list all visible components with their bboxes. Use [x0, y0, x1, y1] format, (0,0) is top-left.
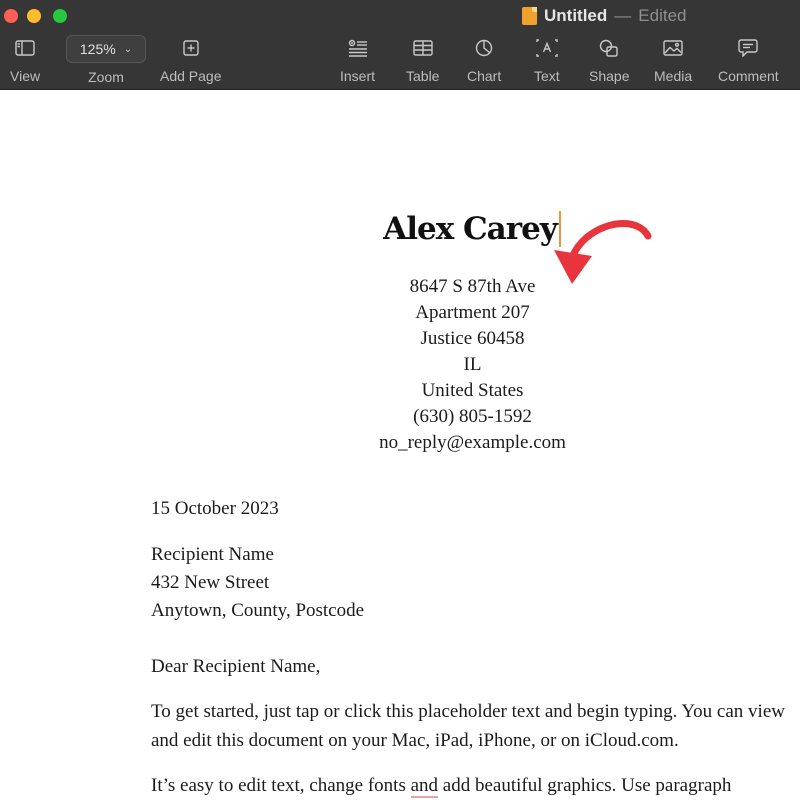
body-paragraph-2[interactable] [151, 771, 791, 800]
recipient-line: Recipient Name [151, 544, 274, 565]
recipient-line: Anytown, County, Postcode [151, 600, 365, 621]
pie-chart-icon [475, 36, 493, 60]
salutation[interactable]: Dear Recipient Name, [151, 656, 321, 677]
shape-label: Shape [589, 68, 630, 84]
paragraph-2-text-start: It’s easy to edit text, change fonts [151, 775, 411, 796]
text-label: Text [534, 68, 560, 84]
recipient-line: 432 New Street [151, 572, 270, 593]
document-title[interactable]: Untitled [544, 6, 608, 25]
zoom-label: Zoom [88, 69, 124, 85]
photo-icon [663, 36, 683, 60]
chevron-down-icon: ⌄ [123, 43, 133, 55]
text-box-icon [536, 36, 558, 60]
window-toolbar [0, 0, 800, 90]
close-window-button[interactable] [4, 9, 18, 23]
shape-icon [599, 36, 619, 60]
media-button[interactable] [654, 36, 692, 84]
insert-button[interactable] [340, 36, 375, 84]
media-label: Media [654, 68, 693, 84]
address-line: IL [463, 354, 482, 375]
shape-button[interactable] [589, 36, 629, 84]
minimize-window-button[interactable] [27, 9, 41, 23]
sender-name-text: Alex Carey [383, 211, 557, 247]
address-line: United States [421, 380, 524, 401]
letterhead-name-line [0, 211, 800, 247]
view-button[interactable] [10, 36, 40, 84]
table-label: Table [406, 68, 440, 84]
text-cursor [559, 211, 561, 247]
comment-label: Comment [718, 68, 779, 84]
add-page-button[interactable] [160, 36, 222, 84]
edited-status: Edited [638, 6, 687, 25]
zoom-window-button[interactable] [53, 9, 67, 23]
text-button[interactable] [534, 36, 560, 84]
zoom-control[interactable] [66, 35, 146, 85]
insert-label: Insert [340, 68, 376, 84]
paragraph-2-text-end: add beautiful graphics. Use paragraph [438, 775, 732, 796]
comment-button[interactable] [718, 36, 779, 84]
window-title-area [522, 6, 686, 26]
spelling-flagged-word[interactable]: and [410, 775, 439, 796]
zoom-select[interactable] [66, 35, 146, 63]
table-icon [413, 36, 433, 60]
add-page-label: Add Page [160, 68, 222, 84]
chart-button[interactable] [467, 36, 501, 84]
sender-name[interactable] [383, 211, 561, 247]
title-separator: — [614, 6, 632, 25]
chart-label: Chart [467, 68, 502, 84]
table-button[interactable] [406, 36, 439, 84]
document-page[interactable] [0, 91, 800, 800]
recipient-address-block[interactable] [151, 541, 791, 625]
zoom-value: 125% [79, 41, 116, 57]
phone-number: (630) 805-1592 [413, 406, 532, 427]
address-line: Apartment 207 [415, 302, 530, 323]
comment-icon [738, 36, 758, 60]
address-line: Justice 60458 [420, 328, 525, 349]
sidebar-icon [15, 36, 35, 60]
add-page-icon [183, 36, 199, 60]
pages-document-icon [522, 7, 537, 25]
view-label: View [10, 68, 41, 84]
body-paragraph-1[interactable]: To get started, just tap or click this placeholder text and begin typing. You can view and edit this document on your Mac, iPad, iPhone, or on iCloud.com. [151, 701, 785, 751]
insert-icon [348, 36, 368, 60]
address-line: 8647 S 87th Ave [409, 276, 536, 297]
email-address: no_reply@example.com [379, 432, 566, 453]
sender-address-block[interactable] [0, 274, 800, 456]
letter-date[interactable]: 15 October 2023 [151, 498, 279, 519]
